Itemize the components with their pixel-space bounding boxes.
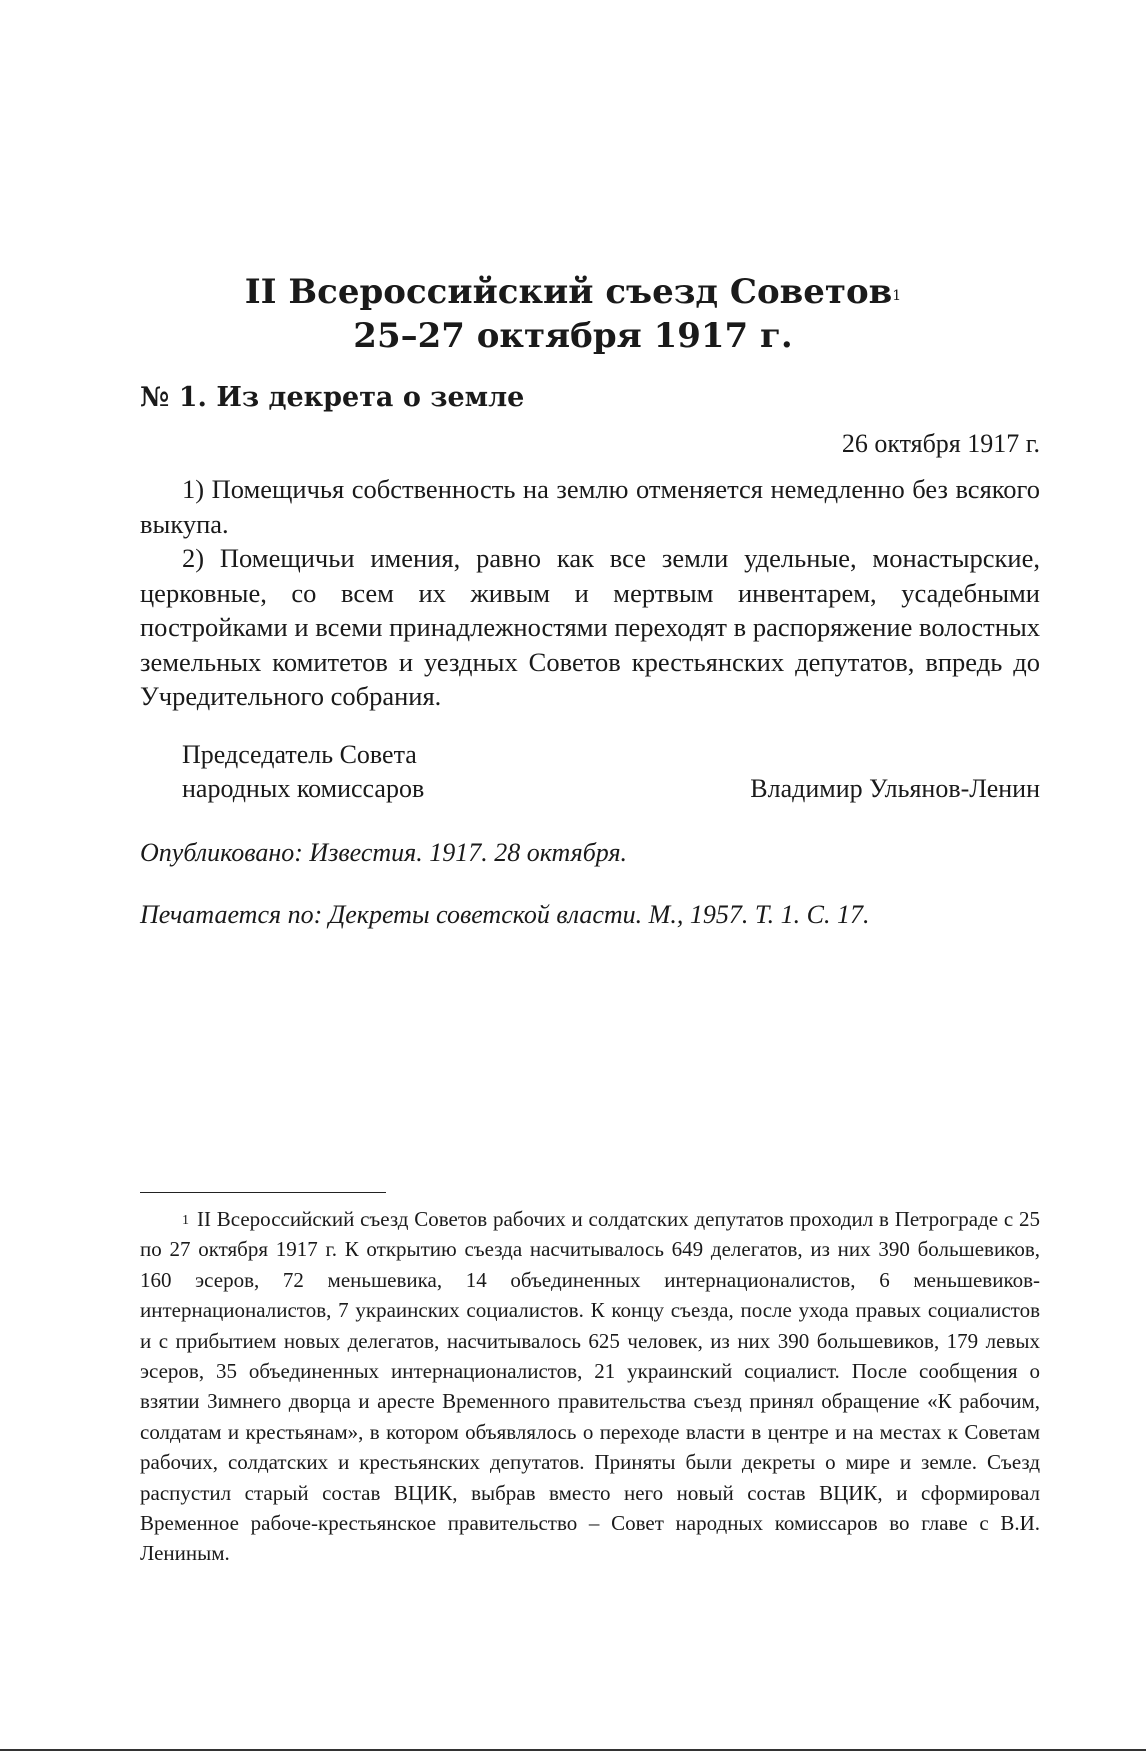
page-title	[0, 270, 1146, 358]
footnote	[140, 1204, 1040, 1569]
signature-position-line-1: Председатель Совета	[182, 740, 417, 769]
footnote-mark: 1	[182, 1213, 189, 1228]
printed-from-source: Печатается по: Декреты советской власти. М., 1957. Т. 1. С. 17.	[140, 900, 870, 929]
page-bottom-edge	[0, 1749, 1146, 1751]
footnote-text: II Всероссийский съезд Советов рабочих и солдатских депутатов проходил в Петрограде с 25 по 27 октября 1917 г. К открытию съезда насчитывалось 649 делегатов, из них 390 большевиков, 160 эсеров, 72 меньшевика, 14 объединенных интернационалистов, 6 меньшевиков-интернационалистов, 7 украинских социалистов. К концу съезда, после ухода правых социалистов и с прибытием новых делегатов, насчитывалось 625 человек, из них 390 большевиков, 179 левых эсеров, 35 объединенных интернационалистов, 21 украинский социалист. После сообщения о взятии Зимнего дворца и аресте Временного правительства съезд принял обращение «К рабочим, солдатам и крестьянам», в котором объявлялось о переходе власти в центре и на местах к Советам рабочих, солдатских и крестьянских депутатов. Приняты были декреты о мире и земле. Съезд распустил старый состав ВЦИК, выбрав вместо него новый состав ВЦИК, и сформировал Временное рабоче-крестьянское правительство – Совет народных комиссаров во главе с В.И. Лениным.	[140, 1207, 1040, 1566]
title-line-1-text: II Всероссийский съезд Советов	[244, 272, 893, 312]
document-date: 26 октября 1917 г.	[841, 429, 1040, 458]
signature-block	[182, 738, 1040, 806]
signature-position-line-2: народных комиссаров	[182, 774, 425, 803]
footnote-reference: 1	[892, 288, 902, 304]
footnote-paragraph	[140, 1204, 1040, 1569]
decree-text	[140, 472, 1040, 714]
title-line-2: 25–27 октября 1917 г.	[353, 316, 793, 356]
title-line-1	[0, 270, 1146, 314]
signature-name: Владимир Ульянов-Ленин	[750, 774, 1040, 803]
decree-paragraph-1: 1) Помещичья собственность на землю отменяется немедленно без всякого выкупа.	[140, 474, 1040, 539]
published-source: Опубликовано: Известия. 1917. 28 октября.	[140, 838, 628, 867]
decree-paragraph-2: 2) Помещичьи имения, равно как все земли удельные, монастырские, церковные, со всем их живым и мертвым инвентарем, усадебными постройками и всеми принадлежностями переходят в распоряжение волостных земельных комитетов и уездных Советов крестьянских депутатов, впредь до Учредительного собрания.	[140, 543, 1040, 711]
document-heading: № 1. Из декрета о земле	[140, 382, 525, 413]
footnote-divider	[140, 1192, 386, 1193]
